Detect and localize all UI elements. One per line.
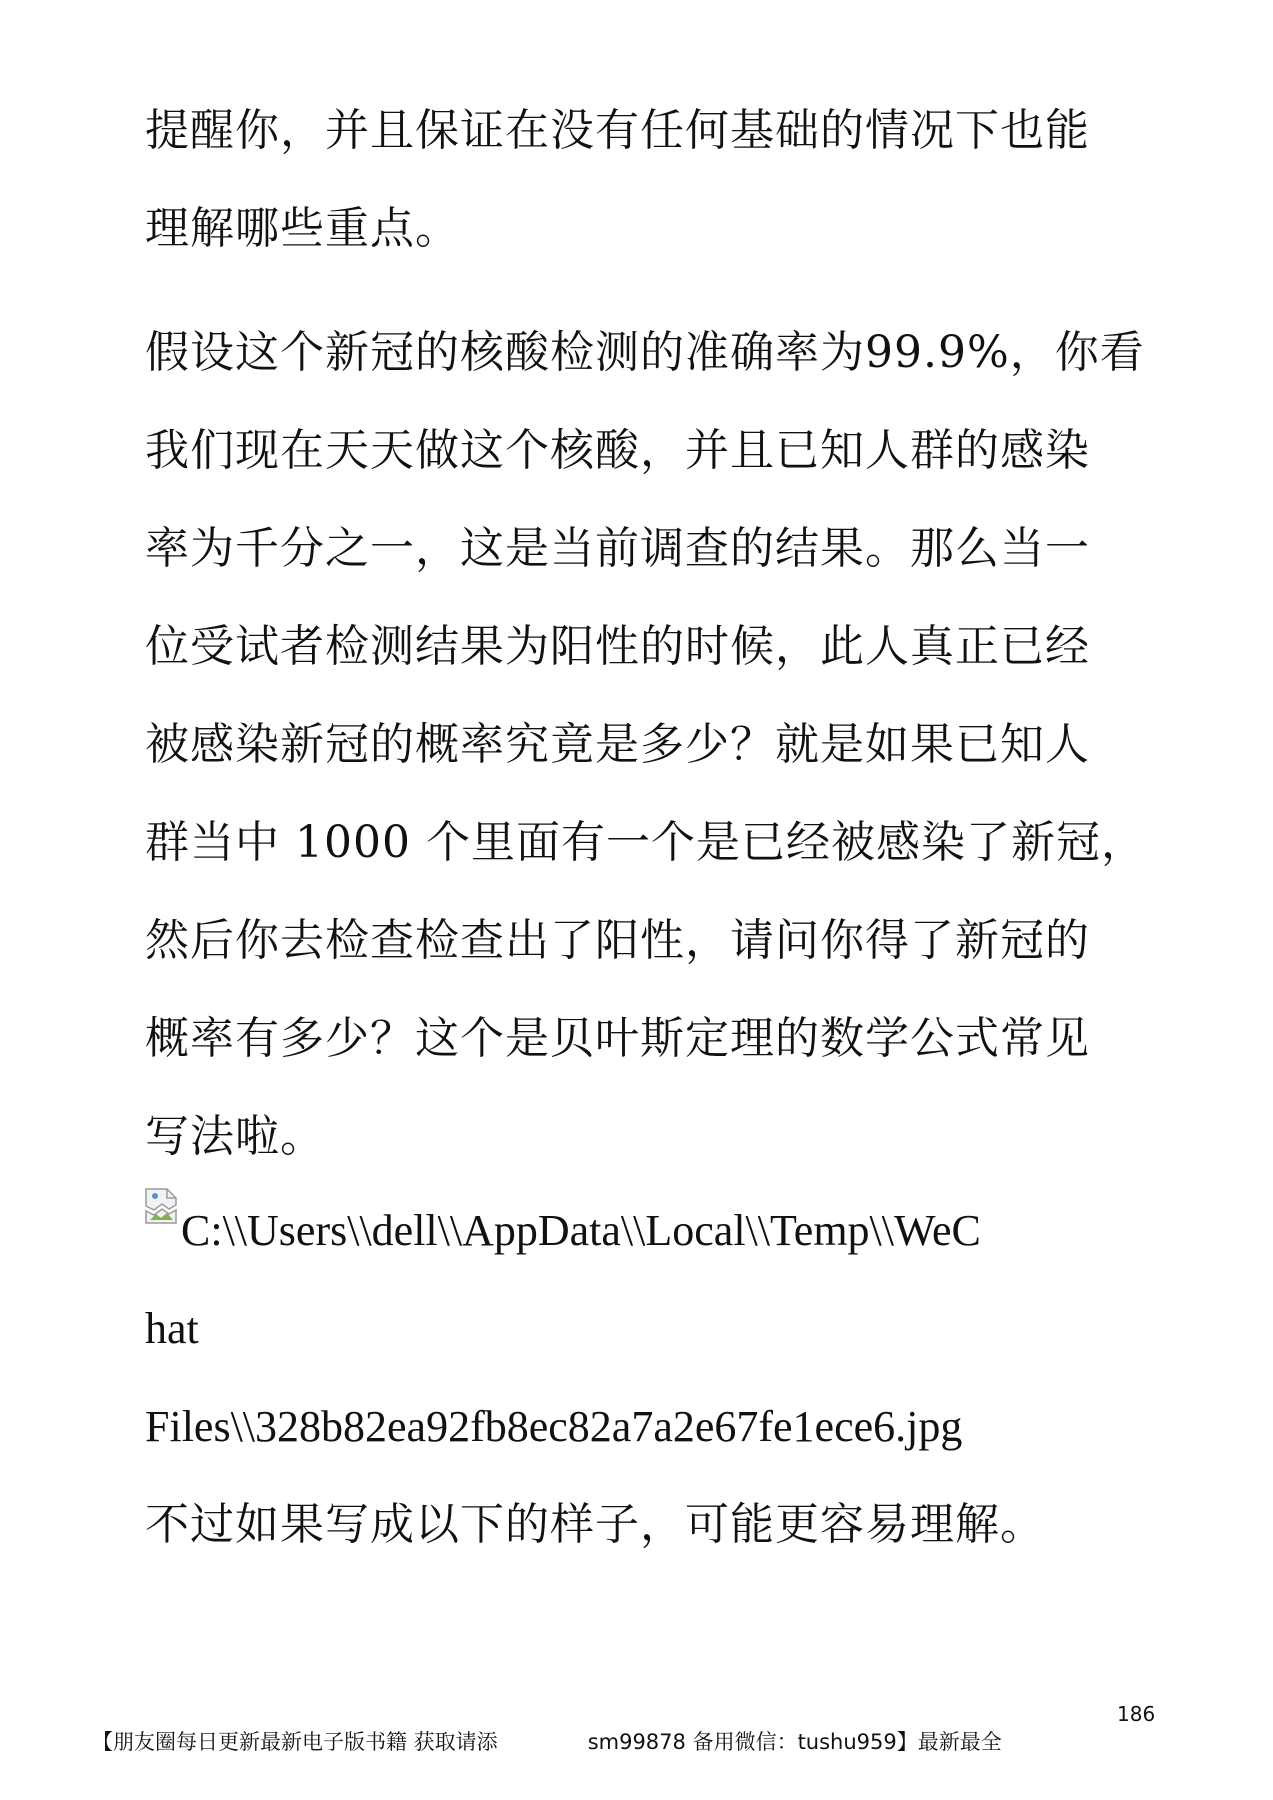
text-line: 提醒你，并且保证在没有任何基础的情况下也能 [145,105,1090,156]
paragraph-closing [145,1476,1145,1574]
text-line: 然后你去检查检查出了阳性，请问你得了新冠的 [145,915,1090,966]
image-alt-text: C:\\Users\\dell\\AppData\\Local\\Temp\\WeC [181,1206,981,1255]
text-line: 假设这个新冠的核酸检测的准确率为99.9%，你看 [145,327,1145,378]
text-line: 群当中 1000 个里面有一个是已经被感染了新冠， [145,817,1146,868]
broken-image-icon [145,1188,179,1224]
text-line: 位受试者检测结果为阳性的时候，此人真正已经 [145,621,1090,672]
footer-banner [92,1726,1192,1756]
text-line: 写法啦。 [145,1111,325,1162]
text-line: 概率有多少？这个是贝叶斯定理的数学公式常见 [145,1013,1090,1064]
broken-image-placeholder [145,1182,1145,1476]
text-line: 理解哪些重点。 [145,203,460,254]
text-line: 率为千分之一，这是当前调查的结果。那么当一 [145,523,1090,574]
footer-left-text: 【朋友圈每日更新最新电子版书籍 获取请添 [92,1730,498,1754]
image-alt-line: hat [145,1304,199,1353]
text-line: 不过如果写成以下的样子，可能更容易理解。 [145,1499,1045,1550]
paragraph-intro [145,82,1145,278]
page-number: 186 [1117,1702,1156,1726]
paragraph-bayes-question [145,304,1145,1186]
text-line: 被感染新冠的概率究竟是多少？就是如果已知人 [145,719,1090,770]
image-alt-line: Files\\328b82ea92fb8ec82a7a2e67fe1ece6.jpg [145,1402,963,1451]
footer-right-text: sm99878 备用微信：tushu959】最新最全 [587,1730,1002,1754]
image-alt-line [145,1182,1145,1280]
document-body [145,82,1145,1574]
paragraph-gap [145,278,1145,304]
text-line: 我们现在天天做这个核酸，并且已知人群的感染 [145,425,1090,476]
